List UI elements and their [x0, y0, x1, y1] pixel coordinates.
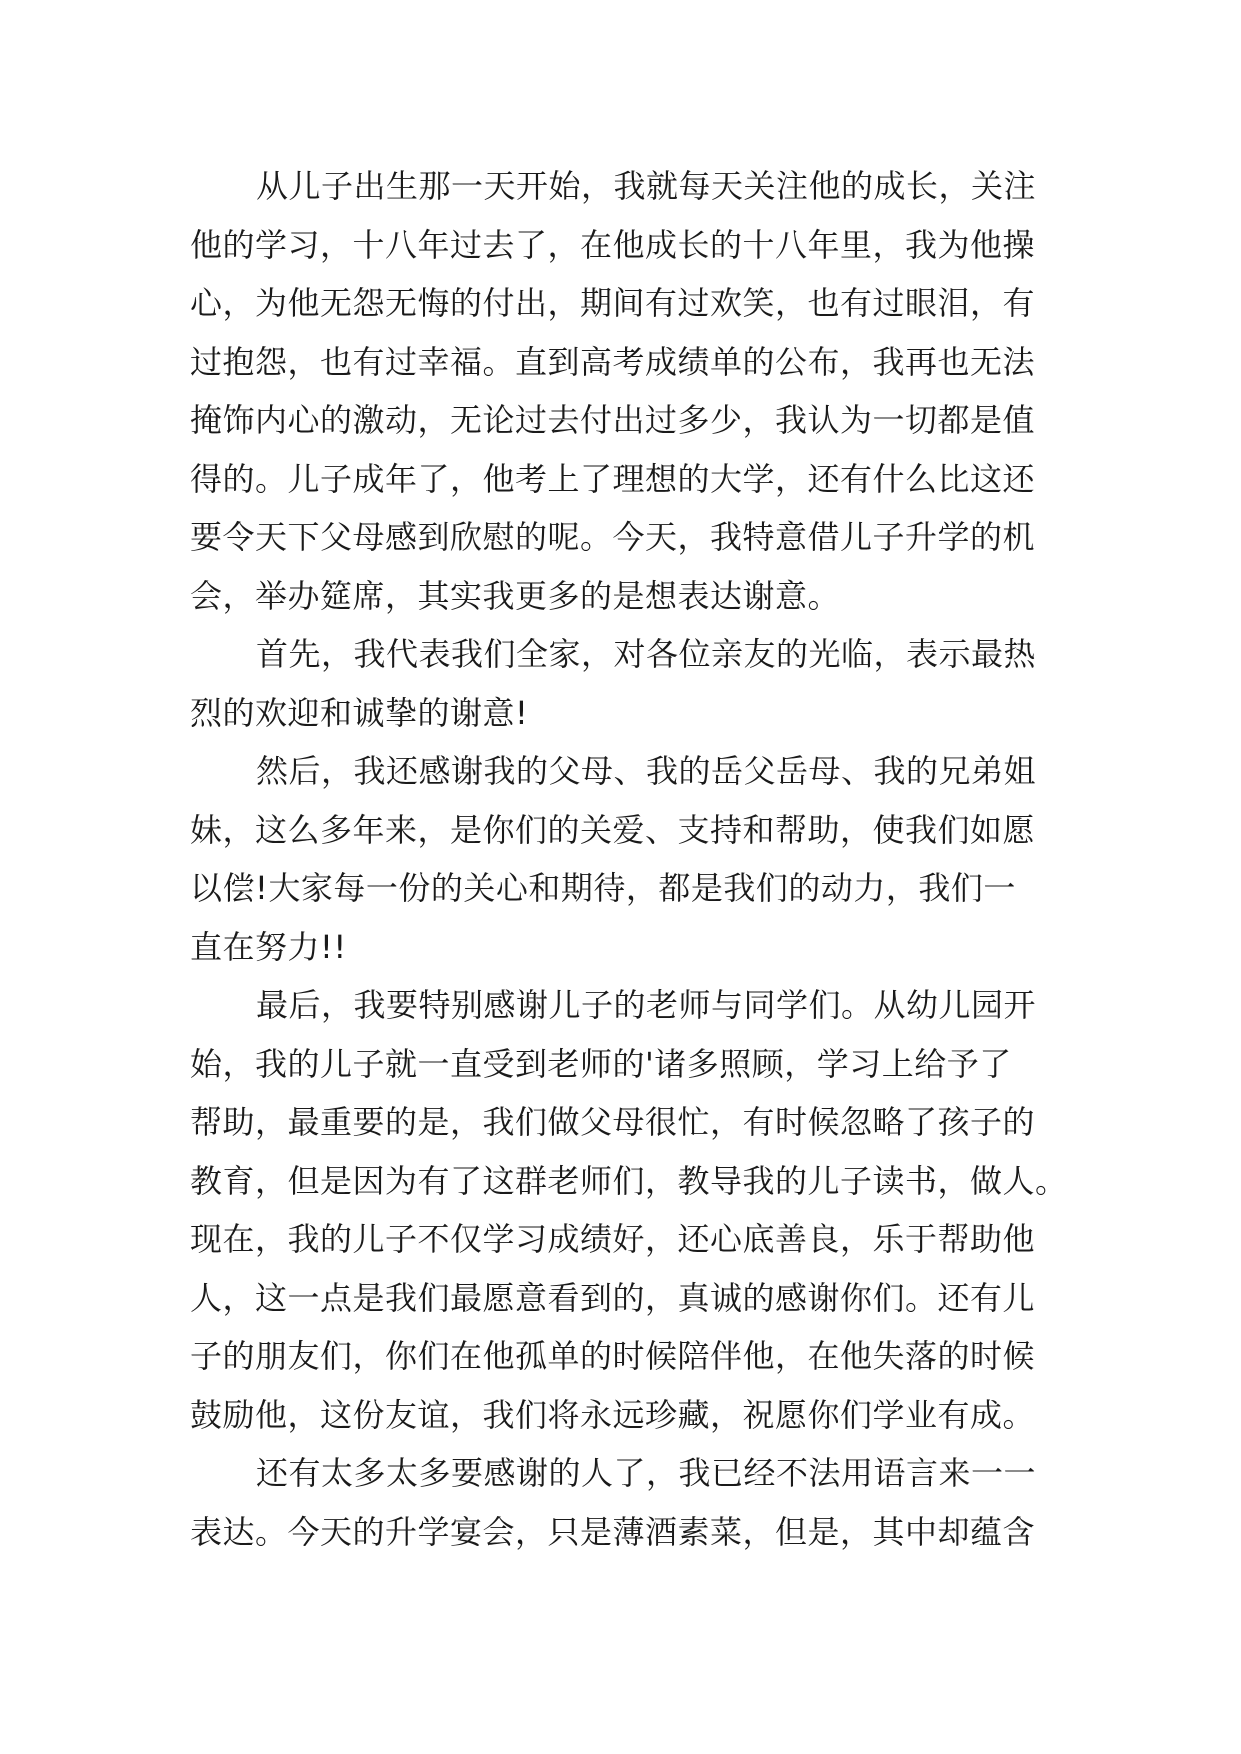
- text-line: 子的朋友们，你们在他孤单的时候陪伴他，在他失落的时候: [190, 1337, 1036, 1375]
- text-line: 会，举办筵席，其实我更多的是想表达谢意。: [190, 576, 841, 615]
- text-line: 要令天下父母感到欣慰的呢。今天，我特意借儿子升学的机: [190, 518, 1036, 556]
- text-line: 妹，这么多年来，是你们的关爱、支持和帮助，使我们如愿: [190, 810, 1036, 849]
- text-line: 最后，我要特别感谢儿子的老师与同学们。从幼儿园开: [256, 986, 1037, 1024]
- text-line: 然后，我还感谢我的父母、我的岳父岳母、我的兄弟姐: [256, 752, 1037, 790]
- text-line: 帮助，最重要的是，我们做父母很忙，有时候忽略了孩子的: [190, 1103, 1036, 1141]
- text-line: 得的。儿子成年了，他考上了理想的大学，还有什么比这还: [190, 459, 1036, 498]
- text-line: 他的学习，十八年过去了，在他成长的十八年里，我为他操: [190, 225, 1036, 264]
- text-line: 教育，但是因为有了这群老师们，教导我的儿子读书，做人。: [190, 1161, 1068, 1200]
- text-line: 始，我的儿子就一直受到老师的'诸多照顾，学习上给予了: [190, 1044, 1012, 1083]
- text-line: 过抱怨，也有过幸福。直到高考成绩单的公布，我再也无法: [190, 342, 1036, 381]
- text-line: 还有太多太多要感谢的人了，我已经不法用语言来一一: [256, 1454, 1037, 1492]
- text-line: 心，为他无怨无悔的付出，期间有过欢笑，也有过眼泪，有: [190, 284, 1036, 322]
- text-line: 以偿!大家每一份的关心和期待，都是我们的动力，我们一: [190, 869, 1016, 907]
- text-line: 首先，我代表我们全家，对各位亲友的光临，表示最热: [256, 635, 1037, 673]
- text-line: 从儿子出生那一天开始，我就每天关注他的成长，关注: [256, 167, 1037, 205]
- text-line: 人，这一点是我们最愿意看到的，真诚的感谢你们。还有儿: [190, 1278, 1036, 1317]
- text-line: 掩饰内心的激动，无论过去付出过多少，我认为一切都是值: [190, 401, 1036, 439]
- text-line: 鼓励他，这份友谊，我们将永远珍藏，祝愿你们学业有成。: [190, 1395, 1036, 1434]
- body-text: [190, 157, 1070, 1561]
- text-line: 烈的欢迎和诚挚的谢意!: [190, 693, 529, 732]
- text-line: 现在，我的儿子不仅学习成绩好，还心底善良，乐于帮助他: [190, 1220, 1036, 1258]
- text-line: 直在努力!!: [190, 927, 347, 966]
- text-line: 表达。今天的升学宴会，只是薄酒素菜，但是，其中却蕴含: [190, 1512, 1036, 1551]
